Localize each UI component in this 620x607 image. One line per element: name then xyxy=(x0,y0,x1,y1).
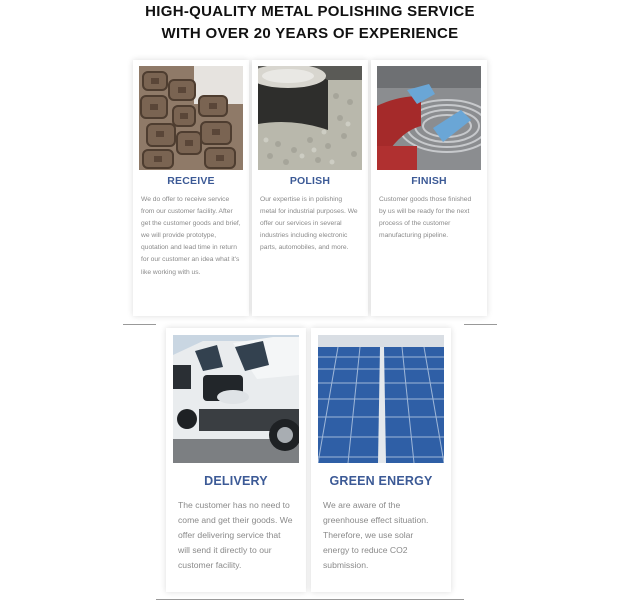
polish-image xyxy=(258,66,362,170)
card-text-finish: Customer goods those finished by us will be ready for the next process of the customer manufacturing pipeline. xyxy=(379,196,472,240)
divider-left xyxy=(123,324,156,325)
card-title-polish: POLISH xyxy=(289,175,331,187)
card-title-delivery: DELIVERY xyxy=(204,474,268,488)
service-card-receive xyxy=(133,60,249,316)
card-text-green-energy: We are aware of the greenhouse effect situation. Therefore, we use solar energy to reduce CO2 submission. xyxy=(323,500,429,570)
card-title-receive: RECEIVE xyxy=(167,175,215,187)
service-card-green-energy xyxy=(311,328,451,592)
divider-bottom xyxy=(156,599,464,600)
card-title-green-energy: GREEN ENERGY xyxy=(329,474,433,488)
service-card-delivery xyxy=(166,328,306,592)
service-card-finish xyxy=(371,60,487,316)
card-title-finish: FINISH xyxy=(411,175,447,187)
service-card-polish xyxy=(252,60,368,316)
delivery-image xyxy=(173,335,299,463)
card-text-delivery: The customer has no need to come and get their goods. We offer delivering service that will send it directly to our customer facility. xyxy=(178,500,293,570)
receive-image xyxy=(139,66,243,170)
headline-line-2: WITH OVER 20 YEARS OF EXPERIENCE xyxy=(161,25,459,42)
green-energy-image xyxy=(318,335,444,463)
divider-right xyxy=(464,324,497,325)
card-text-receive: We do offer to receive service from our customer facility. After get the customer goods and brief, we will provide prototype, quotation and lead time in return for our customer an idea what it's like working with us. xyxy=(141,196,241,276)
headline-line-1: HIGH-QUALITY METAL POLISHING SERVICE xyxy=(145,3,475,20)
card-text-polish: Our expertise is in polishing metal for industrial purposes. We offer our services in several industries including electronic parts, automobiles, and more. xyxy=(260,196,358,252)
finish-image xyxy=(377,66,481,170)
